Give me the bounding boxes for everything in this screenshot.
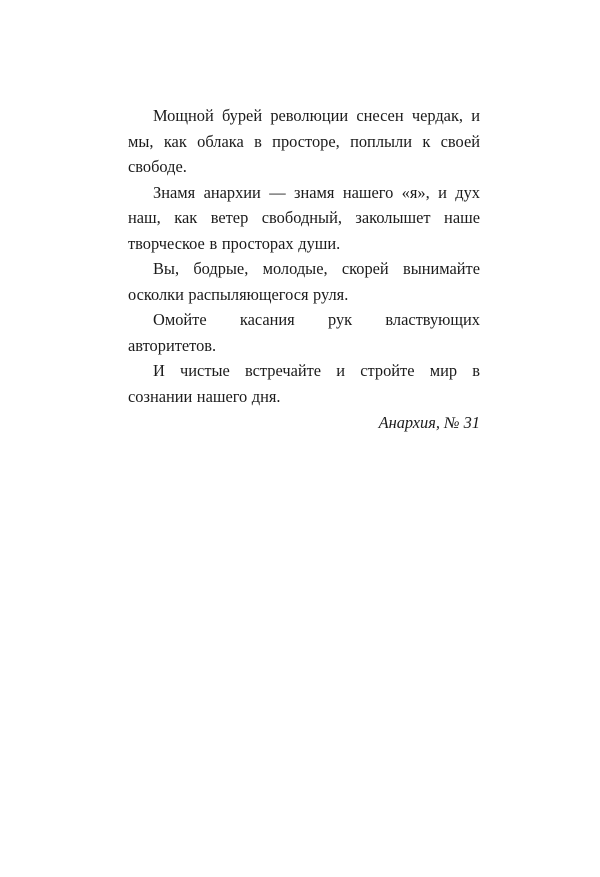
paragraph-1: Мощной бурей революции снесен чердак, и мы, как облака в просторе, поплыли к своей свободе.	[128, 106, 480, 176]
source-attribution: Анархия, № 31	[378, 413, 480, 432]
paragraph-5: И чистые встречайте и стройте мир в сознании нашего дня.	[128, 361, 480, 406]
paragraph-4: Омойте касания рук властвующих авторитетов.	[128, 310, 480, 355]
paragraph-2: Знамя анархии — знамя нашего «я», и дух наш, как ветер свободный, заколышет наше творческое в просторах души.	[128, 182, 480, 253]
paragraph-3: Вы, бодрые, молодые, скорей вынимайте осколки распыляющегося руля.	[128, 259, 480, 304]
text-block	[128, 103, 480, 436]
